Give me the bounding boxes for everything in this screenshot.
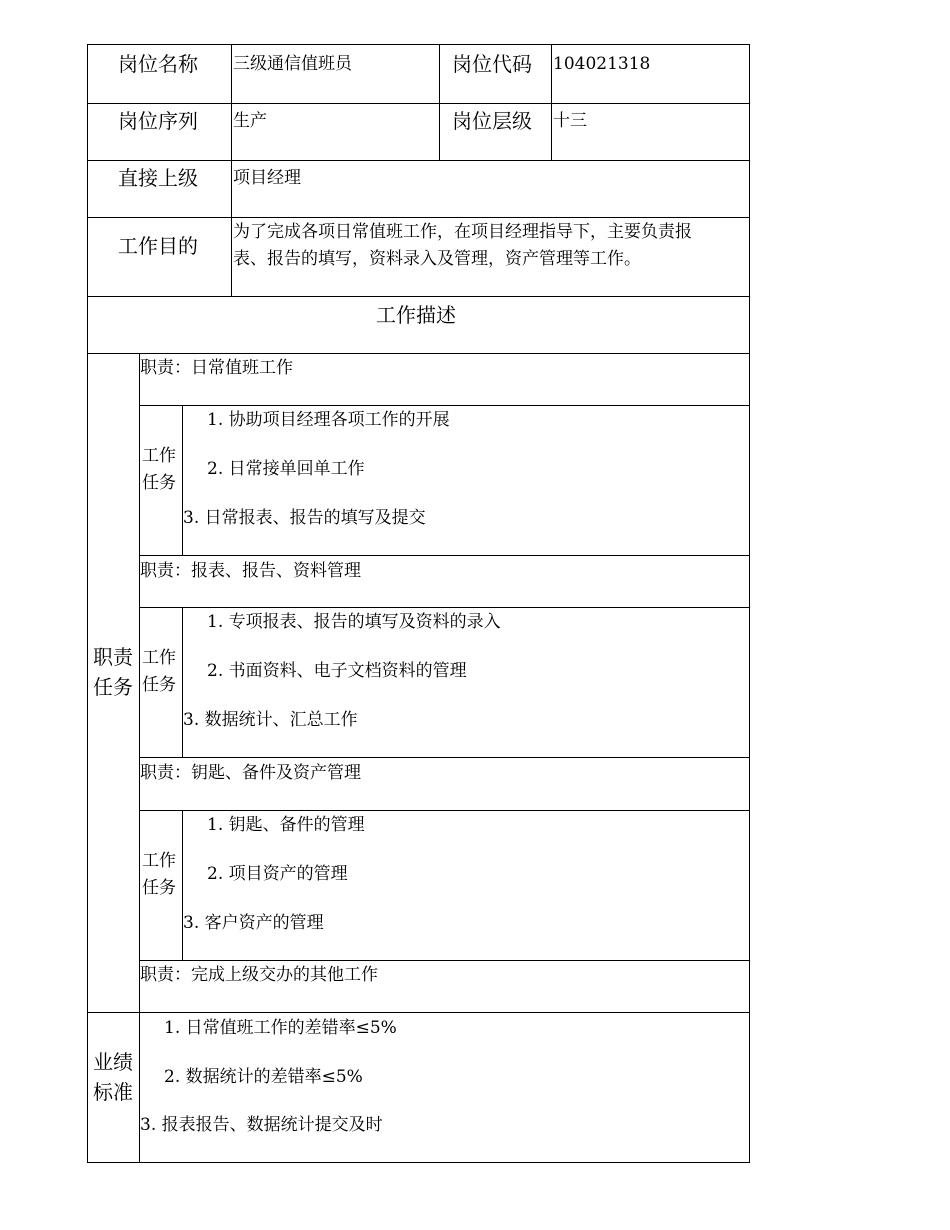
column-divider	[551, 44, 552, 161]
post-level-value: 十三	[553, 111, 587, 131]
task-label: 工作	[142, 648, 176, 668]
superior-label: 直接上级	[118, 166, 198, 190]
column-divider	[439, 44, 440, 161]
table-border-bottom	[87, 1162, 750, 1163]
purpose-line-1: 为了完成各项日常值班工作，在项目经理指导下，主要负责报	[233, 222, 692, 242]
post-code-label: 岗位代码	[452, 52, 532, 76]
performance-item: 1. 日常值班工作的差错率≤5%	[164, 1018, 397, 1038]
column-divider	[182, 607, 183, 758]
post-series-value: 生产	[233, 111, 267, 131]
performance-item: 3. 报表报告、数据统计提交及时	[140, 1115, 383, 1135]
duty-title: 职责：钥匙、备件及资产管理	[140, 763, 361, 783]
row-divider	[87, 217, 750, 218]
row-divider	[87, 160, 750, 161]
table-border-top	[87, 44, 750, 45]
performance-label: 标准	[93, 1080, 133, 1104]
task-item: 2. 书面资料、电子文档资料的管理	[207, 661, 467, 681]
task-item: 1. 钥匙、备件的管理	[207, 815, 365, 835]
task-item: 2. 项目资产的管理	[207, 864, 348, 884]
row-divider	[87, 103, 750, 104]
task-label: 任务	[142, 675, 176, 695]
column-divider	[182, 810, 183, 961]
superior-value: 项目经理	[233, 168, 301, 188]
duty-title: 职责：日常值班工作	[140, 358, 293, 378]
task-item: 3. 客户资产的管理	[183, 913, 324, 933]
column-divider	[231, 44, 232, 297]
duty-title: 职责：报表、报告、资料管理	[140, 561, 361, 581]
column-divider	[182, 405, 183, 556]
row-divider	[139, 757, 750, 758]
row-divider	[139, 405, 750, 406]
task-label: 任务	[142, 473, 176, 493]
task-item: 3. 日常报表、报告的填写及提交	[183, 508, 426, 528]
performance-label: 业绩	[93, 1050, 133, 1074]
row-divider	[139, 960, 750, 961]
post-series-label: 岗位序列	[118, 109, 198, 133]
purpose-label: 工作目的	[118, 234, 198, 258]
row-divider	[87, 1012, 750, 1013]
table-border-right	[749, 44, 750, 1163]
duties-section-label: 任务	[93, 675, 133, 699]
post-name-value: 三级通信值班员	[233, 54, 352, 74]
performance-item: 2. 数据统计的差错率≤5%	[164, 1067, 363, 1087]
task-item: 2. 日常接单回单工作	[207, 459, 365, 479]
task-label: 任务	[142, 878, 176, 898]
task-item: 1. 专项报表、报告的填写及资料的录入	[207, 612, 501, 632]
post-level-label: 岗位层级	[452, 109, 532, 133]
row-divider	[139, 555, 750, 556]
task-label: 工作	[142, 446, 176, 466]
post-name-label: 岗位名称	[118, 52, 198, 76]
task-item: 1. 协助项目经理各项工作的开展	[207, 410, 450, 430]
row-divider	[87, 353, 750, 354]
column-divider	[139, 353, 140, 1163]
row-divider	[139, 607, 750, 608]
purpose-line-2: 表、报告的填写，资料录入及管理，资产管理等工作。	[233, 249, 641, 269]
work-description-title: 工作描述	[376, 303, 456, 327]
duty-title: 职责：完成上级交办的其他工作	[140, 965, 378, 985]
post-code-value: 104021318	[553, 54, 651, 74]
duties-section-label: 职责	[93, 645, 133, 669]
row-divider	[139, 810, 750, 811]
task-item: 3. 数据统计、汇总工作	[183, 710, 358, 730]
table-border-left	[87, 44, 88, 1163]
task-label: 工作	[142, 851, 176, 871]
row-divider	[87, 296, 750, 297]
